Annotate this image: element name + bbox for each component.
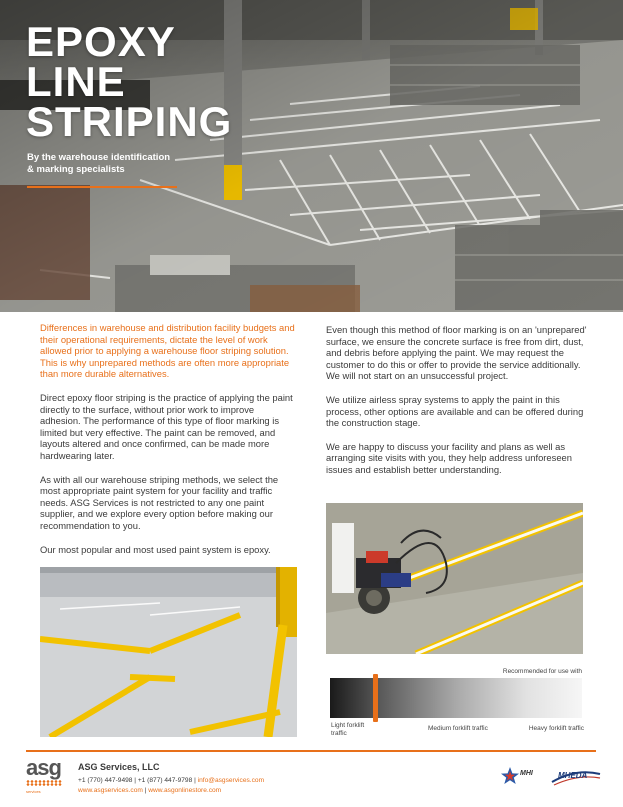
phone-line [78, 776, 264, 786]
paragraph-most-popular: Our most popular and most used paint system is epoxy. [40, 543, 271, 555]
traffic-gradient-bar [330, 678, 582, 718]
mhi-star-icon [500, 766, 520, 786]
email-link[interactable]: info@asgservices.com [197, 777, 265, 784]
paragraph-paint-systems: As with all our warehouse striping methods, we select the most appropriate paint system for your facility and traffic needs. ASG Services is not restricted to any one paint supplier, and we explore every option before making our recommendation to you. [40, 473, 279, 531]
website-line [78, 786, 264, 796]
phone-numbers: +1 (770) 447-9498 | +1 (877) 447-9798 | [78, 777, 198, 784]
recommended-level-marker [373, 674, 378, 722]
logo-subtext: services [26, 789, 41, 794]
subtitle-line-1: By the warehouse identification [27, 152, 171, 163]
lead-paragraph: Differences in warehouse and distribution facility budgets and their operational requirements, dictate the level of work allowed prior to applying a warehouse floor striping solution. This is why unprepared methods are often more appropriate than more durable alternatives. [40, 322, 295, 380]
page-title [26, 18, 233, 145]
company-name: ASG Services, LLC [78, 762, 160, 772]
website-link-2[interactable]: www.asgonlinestore.com [148, 787, 222, 794]
epoxy-floor-photo [40, 567, 297, 737]
mheda-logo [550, 766, 602, 788]
website-link-1[interactable]: www.asgservices.com [78, 787, 143, 794]
paragraph-airless-spray: We utilize airless spray systems to apply the paint in this process, other options are available and can be offered during the construction stage. [326, 393, 584, 429]
website-separator: | [142, 787, 149, 794]
striping-machine-image [326, 503, 583, 654]
contact-info [78, 776, 264, 796]
label-medium-traffic: Medium forklift traffic [428, 725, 488, 732]
hero-banner [0, 0, 623, 312]
paragraph-site-visits: We are happy to discuss your facility and plans as well as arranging site visits with you, they help address unforeseen issues and establish better understanding. [326, 440, 572, 475]
mheda-wordmark: MHEDA [558, 771, 588, 780]
right-column [326, 324, 588, 488]
left-column [40, 322, 296, 567]
footer-divider [26, 750, 596, 752]
subtitle-line-2: & marking specialists [27, 164, 125, 175]
asg-logo [26, 755, 70, 797]
line-striping-machine-photo [326, 503, 583, 654]
title-line-3: STRIPING [26, 98, 233, 145]
subtitle [27, 152, 187, 176]
logo-wordmark: asg [26, 755, 61, 780]
label-light-traffic: Light forklift traffic [331, 722, 365, 737]
floor-lines-image [40, 567, 297, 737]
title-line-1: EPOXY [26, 18, 176, 65]
paragraph-direct-epoxy: Direct epoxy floor striping is the practice of applying the paint directly to the surface, without prior work to improve adhesion. The performance of this type of floor marking is limited but very effective. The paint can be removed, and layouts altered and once confirmed, can be made more hardwearing later. [40, 391, 293, 461]
mhi-logo [500, 766, 548, 786]
paragraph-unprepared-surface: Even though this method of floor marking is on an 'unprepared' surface, we ensure the concrete surface is free from dirt, dust, and debris before applying the paint. We may request the customer to do this or offer to provide the service additionally. We will not start on an unsuccessful project. [326, 324, 587, 382]
asg-dots-icon [26, 780, 62, 786]
scale-caption: Recommended for use with [502, 668, 582, 675]
label-heavy-traffic: Heavy forklift traffic [528, 725, 584, 732]
title-line-2: LINE [26, 58, 126, 105]
subtitle-divider [27, 186, 177, 188]
mhi-wordmark: MHI [520, 770, 533, 777]
